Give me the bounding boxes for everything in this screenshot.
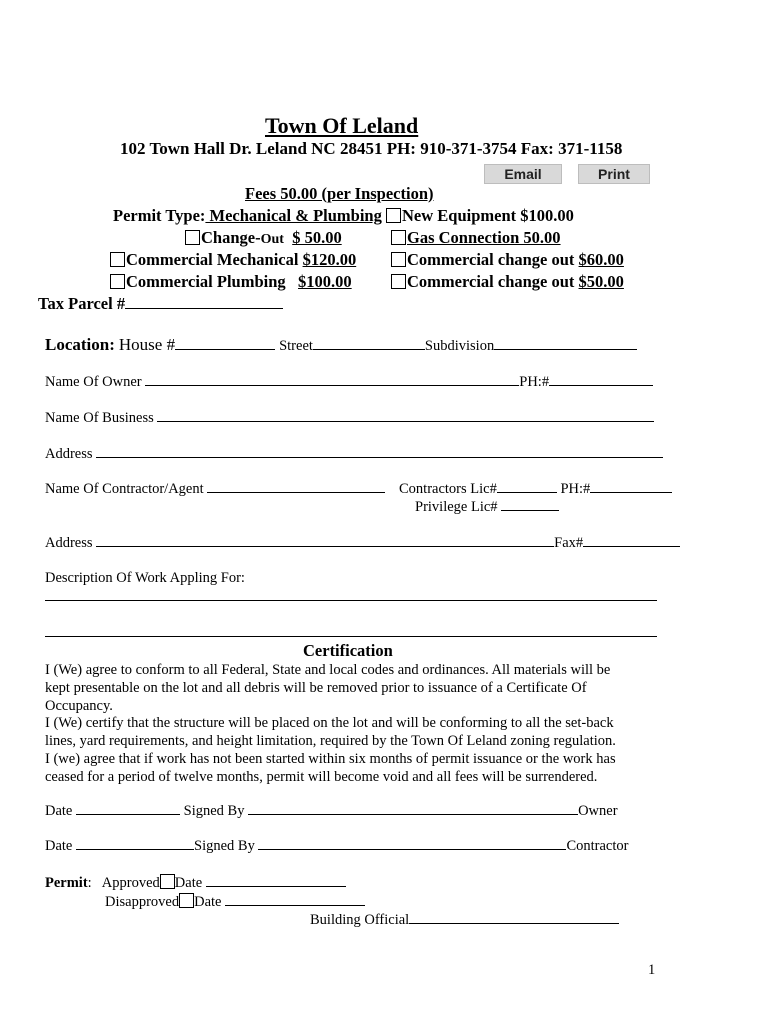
address-row-2 (45, 534, 680, 552)
print-button[interactable]: Print (578, 164, 650, 184)
owner-ph-field[interactable] (549, 373, 653, 386)
building-official-label: Building Official (310, 912, 410, 928)
page-number: 1 (648, 962, 656, 978)
commercial-mechanical-price: $120.00 (302, 250, 357, 269)
approved-date-field[interactable] (206, 874, 346, 887)
owner-label: Name Of Owner (45, 374, 142, 390)
commercial-plumbing-checkbox[interactable] (110, 274, 125, 289)
change-out-price: $ 50.00 (292, 228, 342, 247)
tax-parcel-row (38, 294, 283, 314)
disapproved-date-field[interactable] (225, 893, 365, 906)
subdivision-label: Subdivision (424, 338, 495, 354)
owner-ph-label: PH:# (519, 374, 550, 390)
gas-connection-row (391, 228, 561, 248)
contractor-ph-label: PH:# (560, 481, 591, 497)
address-field-1[interactable] (96, 445, 663, 458)
fees-heading: Fees 50.00 (per Inspection) (245, 184, 434, 203)
commercial-mechanical-label: Commercial Mechanical (126, 250, 303, 269)
address-label-1: Address (45, 446, 93, 462)
location-row (45, 335, 637, 355)
page-title: Town Of Leland (265, 113, 419, 138)
contractor-lic-field[interactable] (497, 480, 557, 493)
owner-signature-field[interactable] (248, 802, 578, 815)
approved-checkbox[interactable] (160, 874, 175, 889)
permit-disapproved-row (105, 893, 365, 911)
tax-parcel-field[interactable] (125, 296, 283, 309)
owner-row (45, 373, 653, 391)
permit-colon: : (87, 875, 92, 891)
commercial-change-out-2-checkbox[interactable] (391, 274, 406, 289)
certification-line: I (we) agree that if work has not been started within six months of permit issuance or the work has (45, 750, 616, 767)
new-equipment-checkbox[interactable] (386, 208, 401, 223)
business-label: Name Of Business (45, 410, 154, 426)
owner-field[interactable] (145, 373, 519, 386)
owner-signed-by-label: Signed By (183, 803, 245, 819)
owner-label-end: Owner (578, 803, 618, 819)
commercial-change-out-2-row (391, 272, 624, 292)
certification-line: ceased for a period of twelve months, permit will become void and all fees will be surrendered. (45, 768, 598, 785)
certification-line: lines, yard requirements, and height limitation, required by the Town Of Leland zoning regulation. (45, 733, 616, 750)
commercial-change-out-1-row (391, 250, 624, 270)
contractor-lic-row (399, 480, 672, 498)
contractor-signature-field[interactable] (258, 837, 566, 850)
contractor-signed-by-label: Signed By (194, 838, 255, 854)
building-official-field[interactable] (409, 911, 619, 924)
permit-type-value: Mechanical & Plumbing (205, 206, 382, 225)
certification-line: I (We) agree to conform to all Federal, State and local codes and ordinances. All materials will be (45, 662, 611, 678)
commercial-change-out-1-price: $60.00 (578, 250, 624, 269)
contractor-label-end: Contractor (566, 838, 629, 854)
fax-label: Fax# (554, 535, 584, 551)
owner-signature-row (45, 802, 618, 820)
change-out-label: Change- (201, 228, 261, 247)
contractor-date-field[interactable] (76, 837, 194, 850)
building-official-row (310, 911, 619, 929)
contractor-field[interactable] (207, 480, 385, 493)
contractor-lic-label: Contractors Lic# (399, 481, 497, 497)
street-field[interactable] (313, 337, 425, 350)
certification-text (45, 662, 616, 787)
commercial-plumbing-row (110, 272, 352, 292)
certification-heading: Certification (303, 641, 393, 660)
subdivision-field[interactable] (494, 337, 637, 350)
commercial-change-out-2-price: $50.00 (578, 272, 624, 291)
commercial-change-out-2-label: Commercial change out (407, 272, 579, 291)
permit-approved-row (45, 874, 346, 892)
commercial-change-out-1-label: Commercial change out (407, 250, 579, 269)
permit-label: Permit (45, 875, 88, 891)
commercial-mechanical-checkbox[interactable] (110, 252, 125, 267)
permit-type-label: Permit Type: (113, 206, 206, 225)
contractor-row (45, 480, 385, 498)
contractor-label: Name Of Contractor/Agent (45, 481, 204, 497)
description-line-2[interactable] (45, 636, 657, 637)
change-out-suffix: Out (260, 232, 284, 247)
gas-connection-checkbox[interactable] (391, 230, 406, 245)
contractor-signature-row (45, 837, 628, 855)
gas-connection-label: Gas Connection 50.00 (407, 228, 561, 247)
approved-date-label: Date (174, 875, 203, 891)
tax-parcel-label: Tax Parcel # (38, 294, 126, 313)
disapproved-label: Disapproved (105, 894, 180, 910)
certification-line: I (We) certify that the structure will be placed on the lot and will be conforming to all the set-back (45, 715, 614, 732)
house-field[interactable] (175, 337, 275, 350)
new-equipment-label: New Equipment $100.00 (402, 206, 574, 225)
description-label: Description Of Work Appling For: (45, 570, 245, 586)
commercial-change-out-1-checkbox[interactable] (391, 252, 406, 267)
privilege-lic-row (415, 498, 559, 516)
commercial-plumbing-label: Commercial Plumbing (126, 272, 299, 291)
address-row-1 (45, 445, 663, 463)
street-label: Street (279, 338, 313, 354)
change-out-checkbox[interactable] (185, 230, 200, 245)
commercial-mechanical-row (110, 250, 356, 270)
house-label: House # (118, 335, 176, 354)
location-label: Location: (45, 335, 115, 354)
privilege-lic-label: Privilege Lic# (415, 499, 498, 515)
permit-type-row (113, 206, 574, 226)
description-line-1[interactable] (45, 600, 657, 601)
approved-label: Approved (101, 875, 160, 891)
address-label-2: Address (45, 535, 93, 551)
fax-field[interactable] (583, 534, 680, 547)
privilege-lic-field[interactable] (501, 498, 559, 511)
town-address: 102 Town Hall Dr. Leland NC 28451 PH: 910-371-3754 Fax: 371-1158 (120, 139, 623, 158)
address-field-2[interactable] (96, 534, 554, 547)
contractor-date-label: Date (45, 838, 73, 854)
business-field[interactable] (157, 409, 654, 422)
certification-line: kept presentable on the lot and all debris will be removed prior to issuance of a Certificate Of (45, 679, 587, 696)
disapproved-date-label: Date (194, 894, 222, 910)
email-button[interactable]: Email (484, 164, 562, 184)
disapproved-checkbox[interactable] (179, 893, 194, 908)
change-out-row (185, 228, 342, 248)
commercial-plumbing-price: $100.00 (298, 272, 352, 291)
business-row (45, 409, 654, 427)
contractor-ph-field[interactable] (590, 480, 672, 493)
owner-date-field[interactable] (76, 802, 180, 815)
certification-line: Occupancy. (45, 697, 113, 714)
owner-date-label: Date (45, 803, 73, 819)
